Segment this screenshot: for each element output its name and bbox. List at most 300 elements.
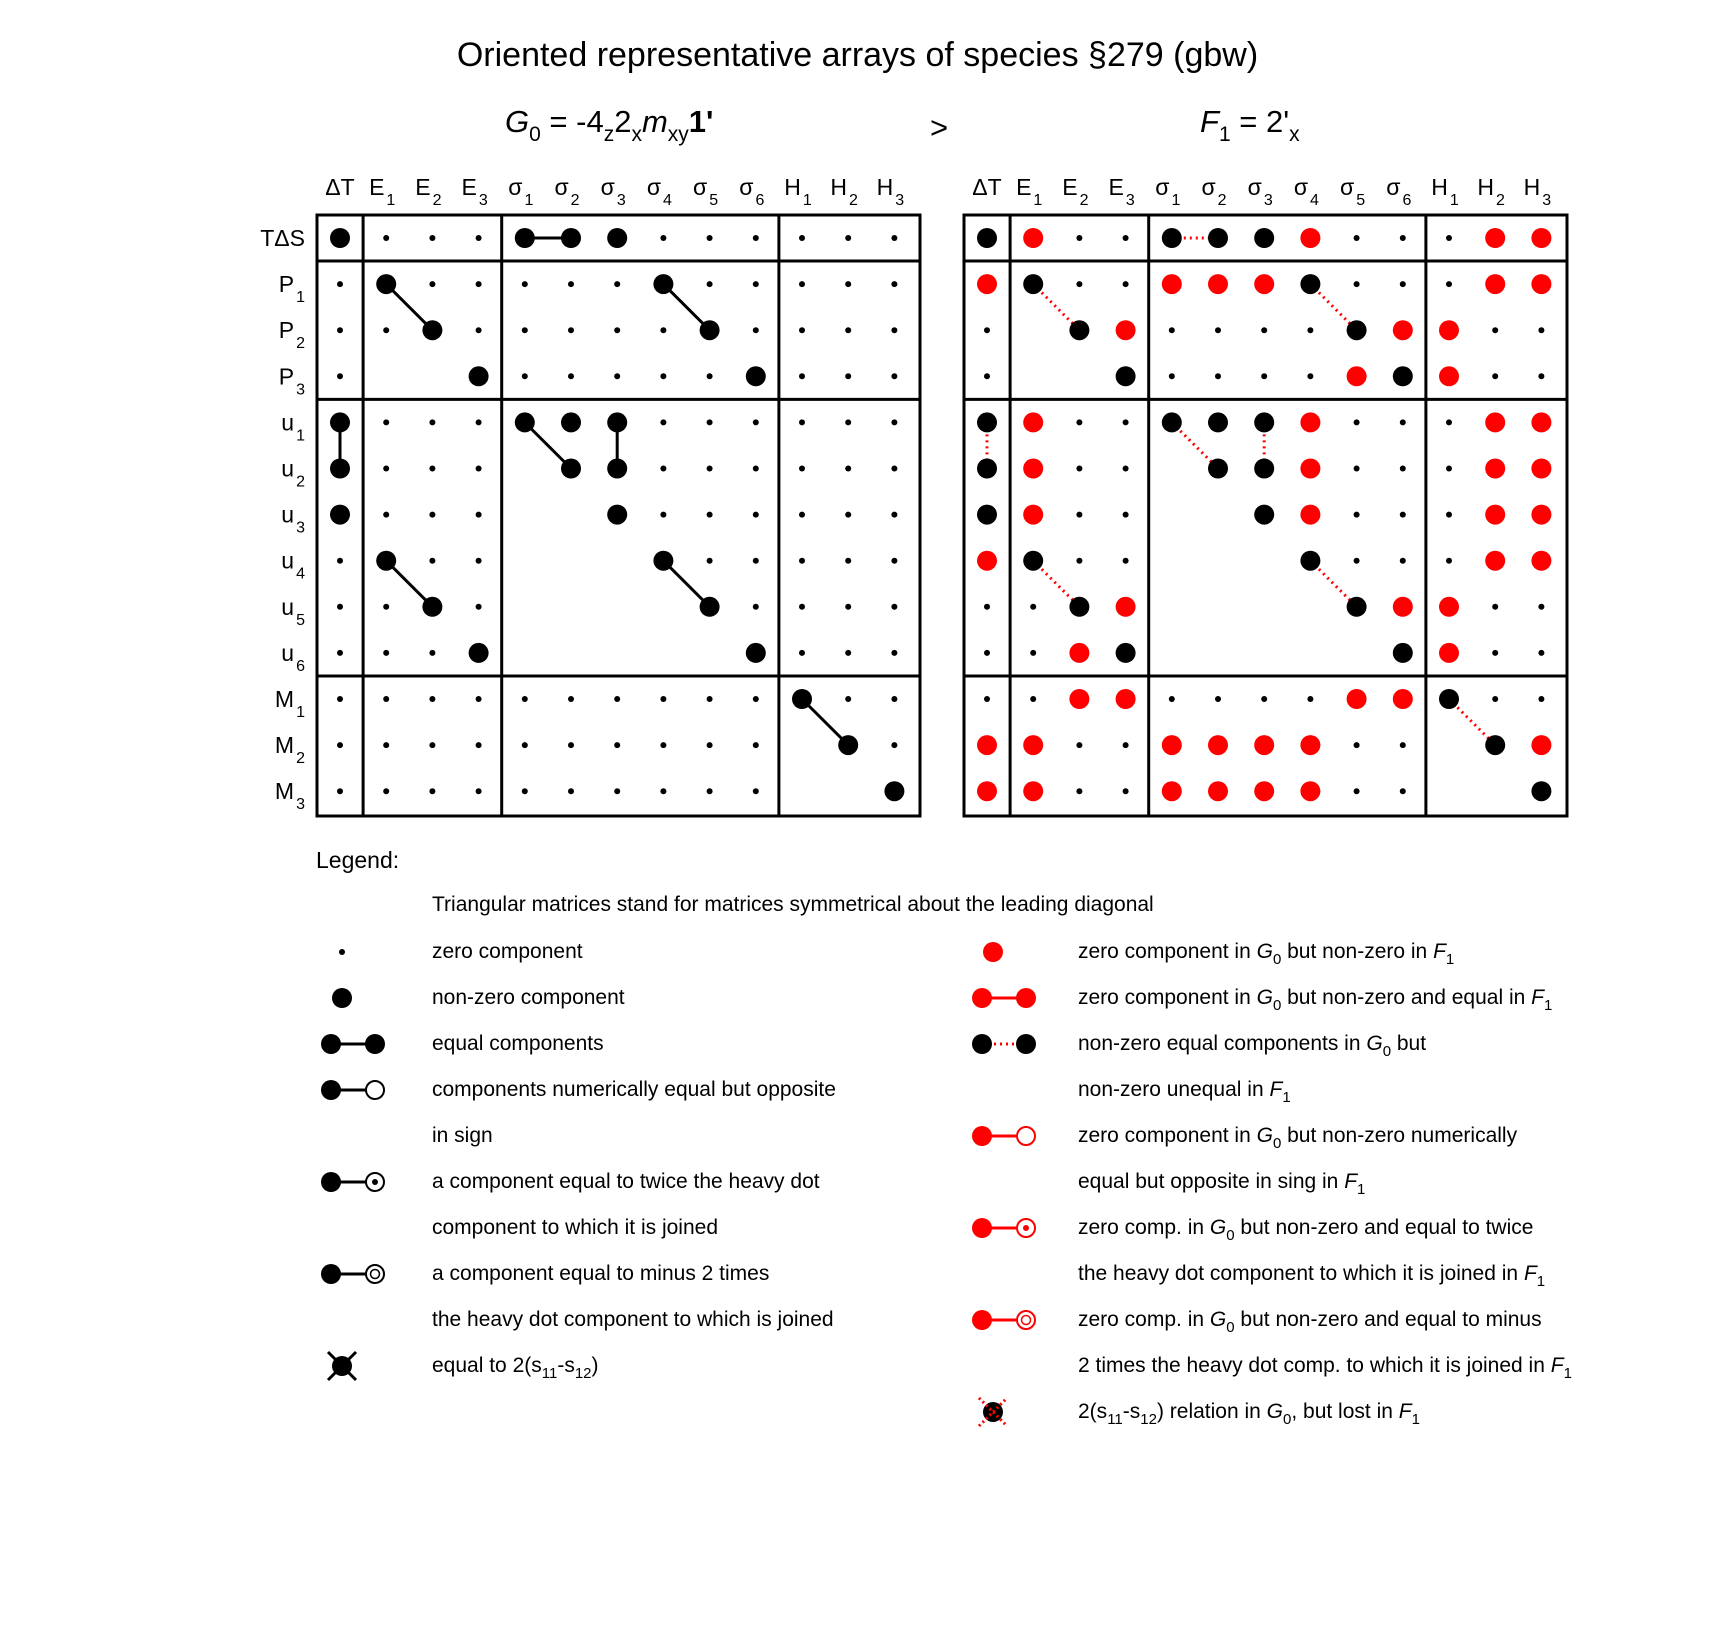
zero-component-dot	[891, 512, 897, 518]
column-header-left: $\sigma_1$	[508, 174, 534, 209]
induced-component-dot	[1254, 781, 1274, 801]
zero-component-dot	[707, 558, 713, 564]
nonzero-component-dot	[561, 459, 581, 479]
column-header-left: $E_3$	[461, 174, 488, 209]
nonzero-component-dot	[1485, 735, 1505, 755]
nonzero-component-dot	[607, 459, 627, 479]
induced-component-dot	[1531, 274, 1551, 294]
zero-component-dot	[707, 788, 713, 794]
zero-component-dot	[1030, 604, 1036, 610]
zero-component-dot	[799, 466, 805, 472]
zero-component-dot	[1446, 235, 1452, 241]
group-right-sub-x: x	[1289, 123, 1300, 146]
legend-pair-start-dot	[972, 988, 992, 1008]
nonzero-component-dot	[884, 781, 904, 801]
induced-component-dot	[1116, 320, 1136, 340]
induced-component-dot	[1485, 228, 1505, 248]
group-left-sub-xy: xy	[667, 123, 689, 146]
zero-component-dot	[476, 419, 482, 425]
nonzero-component-dot	[469, 643, 489, 663]
induced-component-dot	[1531, 228, 1551, 248]
zero-component-dot	[753, 742, 759, 748]
zero-component-dot	[845, 512, 851, 518]
zero-component-dot	[891, 235, 897, 241]
row-header: TΔS	[260, 225, 305, 251]
zero-component-dot	[383, 604, 389, 610]
zero-component-dot	[891, 650, 897, 656]
column-header-right: $\sigma_6$	[1386, 174, 1412, 209]
induced-component-dot	[1162, 735, 1182, 755]
zero-component-dot	[1492, 373, 1498, 379]
zero-component-dot	[753, 281, 759, 287]
nonzero-component-dot	[515, 228, 535, 248]
zero-component-dot	[614, 788, 620, 794]
legend-pair-start-dot	[972, 1218, 992, 1238]
zero-component-dot	[429, 466, 435, 472]
group-left-bold: 1'	[688, 104, 714, 139]
column-header-left: ΔT	[325, 174, 355, 200]
induced-component-dot	[1531, 412, 1551, 432]
zero-component-dot	[707, 419, 713, 425]
zero-component-dot	[429, 419, 435, 425]
nonzero-component-dot	[1208, 412, 1228, 432]
legend-right-text: $2(s_{11}-s_{12})$ relation in $G_0$, but lost in $F_1$	[1078, 1400, 1420, 1428]
induced-component-dot	[1023, 781, 1043, 801]
legend-left-text: zero component	[432, 940, 583, 963]
nonzero-component-dot	[653, 274, 673, 294]
zero-component-dot	[845, 604, 851, 610]
zero-component-dot	[799, 604, 805, 610]
nonzero-component-dot	[746, 366, 766, 386]
zero-component-dot	[522, 373, 528, 379]
legend-pair-end-dot	[365, 1034, 385, 1054]
induced-component-dot	[1300, 459, 1320, 479]
zero-component-dot	[429, 281, 435, 287]
zero-component-dot	[614, 696, 620, 702]
zero-component-dot	[1400, 281, 1406, 287]
zero-component-dot	[1400, 466, 1406, 472]
zero-component-dot	[1354, 788, 1360, 794]
zero-component-dot	[337, 650, 343, 656]
zero-component-dot	[660, 512, 666, 518]
zero-component-dot	[891, 696, 897, 702]
zero-component-dot	[845, 558, 851, 564]
legend-right-text: zero comp. in $G_0$ but non-zero and equal to minus	[1078, 1308, 1542, 1336]
nonzero-component-dot	[1300, 551, 1320, 571]
column-header-right: $\sigma_3$	[1247, 174, 1273, 209]
zero-component-dot	[1261, 696, 1267, 702]
group-left-sub: 0	[529, 123, 541, 146]
zero-component-dot	[337, 558, 343, 564]
row-header: $M_3$	[274, 778, 305, 814]
legend-pair-end-center	[1023, 1225, 1029, 1231]
column-header-left: $\sigma_4$	[646, 174, 672, 209]
induced-component-dot	[1023, 459, 1043, 479]
induced-component-dot	[1300, 228, 1320, 248]
nonzero-component-dot	[977, 459, 997, 479]
induced-component-dot	[1208, 274, 1228, 294]
row-header: $u_5$	[281, 593, 305, 629]
legend-pair-end-open	[1017, 1127, 1035, 1145]
zero-component-dot	[707, 281, 713, 287]
zero-component-dot	[1538, 373, 1544, 379]
induced-component-dot	[1439, 320, 1459, 340]
zero-component-dot	[707, 512, 713, 518]
legend-pair-end-open	[366, 1265, 384, 1283]
row-header: $u_1$	[281, 409, 305, 445]
legend-left-text: in sign	[432, 1124, 493, 1147]
legend-right-text: non-zero equal components in $G_0$ but	[1078, 1032, 1427, 1060]
legend-pair-start-dot	[321, 1264, 341, 1284]
column-header-left: $E_1$	[369, 174, 396, 209]
legend-right-text: the heavy dot component to which it is joined in $F_1$	[1078, 1262, 1546, 1290]
nonzero-component-dot	[838, 735, 858, 755]
zero-component-dot	[984, 373, 990, 379]
zero-component-dot	[1446, 419, 1452, 425]
zero-component-dot	[1307, 696, 1313, 702]
row-header: $u_3$	[281, 501, 305, 537]
zero-component-dot	[1400, 235, 1406, 241]
nonzero-component-dot	[607, 228, 627, 248]
zero-component-dot	[799, 373, 805, 379]
induced-component-dot	[1023, 735, 1043, 755]
group-left-symbol: G	[505, 104, 530, 139]
zero-component-dot	[1123, 558, 1129, 564]
nonzero-component-dot	[561, 228, 581, 248]
induced-component-dot	[1393, 320, 1413, 340]
induced-component-dot	[1300, 505, 1320, 525]
zero-component-dot	[429, 742, 435, 748]
column-header-left: $\sigma_2$	[554, 174, 580, 209]
legend-right-text: 2 times the heavy dot comp. to which it is joined in $F_1$	[1078, 1354, 1572, 1382]
column-header-right: $E_1$	[1016, 174, 1043, 209]
zero-component-dot	[383, 419, 389, 425]
legend-note: Triangular matrices stand for matrices symmetrical about the leading diagonal	[432, 893, 1154, 916]
zero-component-dot	[1123, 742, 1129, 748]
nonzero-component-dot	[1116, 643, 1136, 663]
legend-pair-start-dot	[321, 1172, 341, 1192]
column-header-right: $\sigma_5$	[1340, 174, 1366, 209]
row-header: $M_2$	[274, 732, 305, 768]
nonzero-component-dot	[330, 228, 350, 248]
zero-component-dot	[799, 281, 805, 287]
legend-pair-end-dot	[1016, 1034, 1036, 1054]
zero-component-dot	[383, 696, 389, 702]
nonzero-component-dot	[700, 597, 720, 617]
zero-component-dot	[707, 742, 713, 748]
induced-component-dot	[1023, 228, 1043, 248]
nonzero-component-dot	[1023, 274, 1043, 294]
nonzero-component-dot	[1116, 366, 1136, 386]
zero-component-dot	[753, 512, 759, 518]
zero-component-dot	[660, 327, 666, 333]
zero-component-dot	[476, 281, 482, 287]
zero-component-dot	[1446, 512, 1452, 518]
column-header-right: $E_3$	[1108, 174, 1135, 209]
nonzero-component-dot	[422, 320, 442, 340]
group-right-symbol: F	[1200, 104, 1219, 139]
zero-component-dot	[1076, 466, 1082, 472]
column-header-right: $H_3$	[1523, 174, 1552, 209]
zero-component-dot	[891, 419, 897, 425]
zero-component-dot	[891, 327, 897, 333]
zero-component-dot	[1307, 327, 1313, 333]
zero-component-dot	[1261, 373, 1267, 379]
legend-dot-icon	[332, 988, 352, 1008]
nonzero-component-dot	[746, 643, 766, 663]
induced-component-dot	[1208, 781, 1228, 801]
legend-zero-dot-icon	[339, 949, 345, 955]
zero-component-dot	[383, 742, 389, 748]
zero-component-dot	[1400, 419, 1406, 425]
zero-component-dot	[383, 327, 389, 333]
zero-component-dot	[1123, 281, 1129, 287]
zero-component-dot	[568, 327, 574, 333]
zero-component-dot	[476, 742, 482, 748]
zero-component-dot	[707, 466, 713, 472]
zero-component-dot	[1492, 327, 1498, 333]
zero-component-dot	[476, 327, 482, 333]
zero-component-dot	[753, 696, 759, 702]
zero-component-dot	[799, 327, 805, 333]
zero-component-dot	[1169, 373, 1175, 379]
nonzero-component-dot	[653, 551, 673, 571]
induced-component-dot	[1208, 735, 1228, 755]
zero-component-dot	[337, 373, 343, 379]
page-title: Oriented representative arrays of species §279 (gbw)	[456, 36, 1259, 74]
zero-component-dot	[1446, 466, 1452, 472]
nonzero-component-dot	[1069, 597, 1089, 617]
zero-component-dot	[660, 419, 666, 425]
legend-pair-start-dot	[321, 1034, 341, 1054]
legend-left-text: equal to $2(s_{11}-s_{12})$	[432, 1354, 599, 1382]
legend-left-text: a component equal to minus 2 times	[432, 1262, 770, 1285]
row-header: $M_1$	[274, 686, 305, 721]
legend-right-text: zero component in $G_0$ but non-zero in $F_1$	[1078, 940, 1455, 968]
zero-component-dot	[1076, 512, 1082, 518]
zero-component-dot	[660, 373, 666, 379]
zero-component-dot	[429, 696, 435, 702]
zero-component-dot	[476, 558, 482, 564]
row-header: $P_2$	[278, 317, 305, 353]
zero-component-dot	[429, 512, 435, 518]
zero-component-dot	[1354, 558, 1360, 564]
induced-component-dot	[1254, 735, 1274, 755]
zero-component-dot	[476, 235, 482, 241]
zero-component-dot	[1538, 327, 1544, 333]
zero-component-dot	[891, 466, 897, 472]
zero-component-dot	[660, 235, 666, 241]
zero-component-dot	[568, 788, 574, 794]
zero-component-dot	[1492, 604, 1498, 610]
zero-component-dot	[1446, 558, 1452, 564]
zero-component-dot	[891, 604, 897, 610]
zero-component-dot	[429, 235, 435, 241]
zero-component-dot	[1076, 281, 1082, 287]
zero-component-dot	[1354, 419, 1360, 425]
zero-component-dot	[522, 742, 528, 748]
zero-component-dot	[1400, 558, 1406, 564]
induced-component-dot	[1023, 412, 1043, 432]
group-right-rest: = 2'	[1230, 104, 1290, 139]
induced-component-dot	[1531, 505, 1551, 525]
nonzero-component-dot	[977, 412, 997, 432]
legend-pair-start-dot	[972, 1034, 992, 1054]
zero-component-dot	[383, 235, 389, 241]
zero-component-dot	[429, 788, 435, 794]
induced-component-dot	[1485, 412, 1505, 432]
zero-component-dot	[429, 558, 435, 564]
induced-component-dot	[1254, 274, 1274, 294]
zero-component-dot	[753, 466, 759, 472]
zero-component-dot	[1076, 788, 1082, 794]
nonzero-component-dot	[330, 412, 350, 432]
legend-left-text: components numerically equal but opposite	[432, 1078, 836, 1101]
induced-component-dot	[1485, 274, 1505, 294]
column-header-left: $H_2$	[830, 174, 858, 209]
legend-left-text: non-zero component	[432, 986, 625, 1009]
zero-component-dot	[1354, 235, 1360, 241]
column-header-right: ΔT	[972, 174, 1002, 200]
induced-component-dot	[977, 551, 997, 571]
legend-right-text: equal but opposite in sing in $F_1$	[1078, 1170, 1366, 1198]
row-header: $u_6$	[281, 639, 305, 675]
legend-pair-end-open	[366, 1081, 384, 1099]
zero-component-dot	[1215, 327, 1221, 333]
zero-component-dot	[383, 466, 389, 472]
induced-component-dot	[977, 735, 997, 755]
zero-component-dot	[1169, 327, 1175, 333]
legend-pair-end-center	[372, 1179, 378, 1185]
zero-component-dot	[984, 650, 990, 656]
zero-component-dot	[799, 419, 805, 425]
zero-component-dot	[845, 650, 851, 656]
induced-component-dot	[1393, 597, 1413, 617]
nonzero-component-dot	[1254, 412, 1274, 432]
zero-component-dot	[1354, 742, 1360, 748]
nonzero-component-dot	[1162, 412, 1182, 432]
zero-component-dot	[337, 696, 343, 702]
zero-component-dot	[1261, 327, 1267, 333]
zero-component-dot	[568, 373, 574, 379]
legend-left-text: component to which it is joined	[432, 1216, 718, 1239]
zero-component-dot	[1123, 419, 1129, 425]
zero-component-dot	[984, 604, 990, 610]
zero-component-dot	[337, 742, 343, 748]
nonzero-component-dot	[1439, 689, 1459, 709]
zero-component-dot	[429, 650, 435, 656]
group-left-two: 2	[614, 104, 632, 139]
zero-component-dot	[660, 466, 666, 472]
induced-component-dot	[1531, 551, 1551, 571]
zero-component-dot	[799, 512, 805, 518]
relation-symbol: >	[930, 110, 949, 145]
legend-right-text: non-zero unequal in $F_1$	[1078, 1078, 1291, 1106]
zero-component-dot	[568, 742, 574, 748]
zero-component-dot	[660, 742, 666, 748]
induced-component-dot	[1069, 689, 1089, 709]
zero-component-dot	[753, 419, 759, 425]
zero-component-dot	[1492, 696, 1498, 702]
induced-component-dot	[1023, 505, 1043, 525]
zero-component-dot	[1076, 419, 1082, 425]
column-header-left: $H_1$	[784, 174, 812, 209]
legend-right-text: zero component in $G_0$ but non-zero numerically	[1078, 1124, 1518, 1152]
zero-component-dot	[568, 281, 574, 287]
zero-component-dot	[753, 788, 759, 794]
induced-component-dot	[1116, 597, 1136, 617]
zero-component-dot	[1400, 512, 1406, 518]
nonzero-component-dot	[469, 366, 489, 386]
induced-component-dot	[977, 781, 997, 801]
nonzero-component-dot	[1254, 459, 1274, 479]
zero-component-dot	[1492, 650, 1498, 656]
zero-component-dot	[476, 466, 482, 472]
column-header-right: $\sigma_2$	[1201, 174, 1227, 209]
zero-component-dot	[476, 512, 482, 518]
induced-component-dot	[1347, 366, 1367, 386]
zero-component-dot	[614, 327, 620, 333]
nonzero-component-dot	[1393, 366, 1413, 386]
legend-left-text: the heavy dot component to which is joined	[432, 1308, 834, 1331]
nonzero-component-dot	[700, 320, 720, 340]
zero-component-dot	[614, 281, 620, 287]
zero-component-dot	[707, 235, 713, 241]
column-header-left: $\sigma_3$	[600, 174, 626, 209]
induced-component-dot	[1162, 781, 1182, 801]
zero-component-dot	[1538, 604, 1544, 610]
zero-component-dot	[891, 742, 897, 748]
induced-component-dot	[1439, 366, 1459, 386]
nonzero-component-dot	[1531, 781, 1551, 801]
zero-component-dot	[845, 235, 851, 241]
nonzero-component-dot	[422, 597, 442, 617]
zero-component-dot	[337, 604, 343, 610]
nonzero-component-dot	[607, 412, 627, 432]
zero-component-dot	[522, 788, 528, 794]
legend-pair-start-dot	[321, 1080, 341, 1100]
nonzero-component-dot	[1347, 320, 1367, 340]
zero-component-dot	[1400, 788, 1406, 794]
zero-component-dot	[383, 650, 389, 656]
column-header-right: $\sigma_1$	[1155, 174, 1181, 209]
zero-component-dot	[614, 373, 620, 379]
zero-component-dot	[337, 281, 343, 287]
column-header-right: $H_2$	[1477, 174, 1505, 209]
nonzero-component-dot	[977, 505, 997, 525]
zero-component-dot	[614, 742, 620, 748]
nonzero-component-dot	[1208, 228, 1228, 248]
zero-component-dot	[1538, 696, 1544, 702]
induced-component-dot	[1485, 459, 1505, 479]
zero-component-dot	[753, 558, 759, 564]
induced-component-dot	[1069, 643, 1089, 663]
zero-component-dot	[476, 696, 482, 702]
induced-component-dot	[1531, 735, 1551, 755]
nonzero-component-dot	[977, 228, 997, 248]
zero-component-dot	[522, 327, 528, 333]
induced-component-dot	[1116, 689, 1136, 709]
zero-component-dot	[753, 327, 759, 333]
legend-right-text: zero comp. in $G_0$ but non-zero and equal to twice	[1078, 1216, 1534, 1244]
group-left-sub-z: z	[603, 123, 615, 146]
zero-component-dot	[845, 373, 851, 379]
nonzero-component-dot	[1023, 551, 1043, 571]
legend-pair-end-open	[1017, 1311, 1035, 1329]
zero-component-dot	[522, 281, 528, 287]
zero-component-dot	[1215, 696, 1221, 702]
induced-component-dot	[1439, 597, 1459, 617]
